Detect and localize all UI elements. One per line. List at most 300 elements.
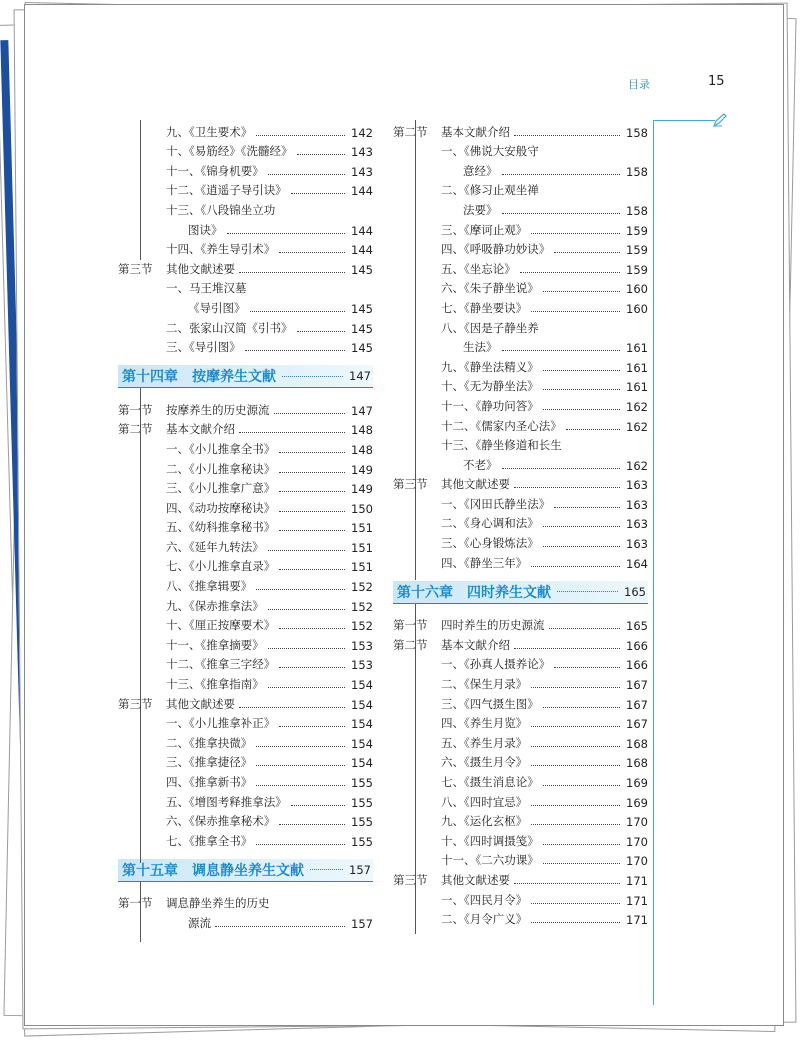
leader-dots bbox=[554, 667, 620, 668]
leader-dots bbox=[279, 530, 345, 531]
toc-entry[interactable] bbox=[118, 594, 373, 614]
toc-entry-title: 十、《无为静坐法》 bbox=[441, 379, 539, 394]
toc-entry[interactable] bbox=[393, 296, 648, 316]
toc-entry-title: 九、《静坐法精义》 bbox=[441, 359, 539, 374]
toc-page-number: 166 bbox=[626, 658, 648, 673]
toc-entry-title: 十、《易筋经》《洗髓经》 bbox=[166, 144, 293, 159]
toc-entry[interactable] bbox=[393, 257, 648, 277]
toc-entry[interactable] bbox=[118, 398, 373, 418]
toc-section-label: 第三节 bbox=[118, 696, 153, 711]
leader-dots bbox=[549, 628, 621, 629]
toc-section-label: 第一节 bbox=[393, 618, 428, 633]
toc-entry-title: 五、《增图考释推拿法》 bbox=[166, 794, 287, 809]
margin-rule-vertical bbox=[653, 120, 654, 1005]
toc-entry-title: 三、《推拿捷径》 bbox=[166, 755, 253, 770]
chapter-number: 第十四章 bbox=[122, 369, 178, 386]
toc-entry-title: 法要》 bbox=[463, 202, 498, 217]
leader-dots bbox=[239, 707, 345, 708]
toc-page-number: 144 bbox=[351, 223, 373, 238]
toc-entry-title: 三、《四气摄生图》 bbox=[441, 696, 539, 711]
toc-entry[interactable] bbox=[393, 531, 648, 551]
toc-page-number: 159 bbox=[626, 262, 648, 277]
chapter-page: 147 bbox=[349, 369, 371, 384]
toc-entry-title: 一、《小儿推拿全书》 bbox=[166, 441, 276, 456]
toc-page-number: 164 bbox=[626, 556, 648, 571]
leader-dots bbox=[268, 609, 345, 610]
leader-dots bbox=[282, 376, 343, 377]
toc-entry[interactable] bbox=[118, 437, 373, 457]
leader-dots bbox=[531, 726, 620, 727]
leader-dots bbox=[543, 370, 620, 371]
leader-dots bbox=[502, 350, 621, 351]
leader-dots bbox=[543, 291, 620, 292]
toc-page-number: 152 bbox=[351, 619, 373, 634]
leader-dots bbox=[279, 491, 345, 492]
toc-entry[interactable] bbox=[393, 198, 648, 218]
toc-group-left-c-wrap bbox=[118, 892, 373, 931]
toc-column-left bbox=[118, 120, 373, 931]
toc-page-number: 145 bbox=[351, 321, 373, 336]
leader-dots bbox=[256, 746, 345, 747]
leader-dots bbox=[543, 707, 620, 708]
leader-dots bbox=[543, 546, 620, 547]
toc-section-label: 第二节 bbox=[118, 422, 153, 437]
toc-page-number: 148 bbox=[351, 442, 373, 457]
toc-entry[interactable] bbox=[393, 633, 648, 653]
leader-dots bbox=[274, 413, 346, 414]
toc-page-number: 163 bbox=[626, 497, 648, 512]
leader-dots bbox=[531, 746, 620, 747]
chapter-title: 调息静坐养生文献 bbox=[192, 862, 304, 879]
toc-entry[interactable] bbox=[393, 159, 648, 179]
toc-group-left-c bbox=[118, 892, 373, 931]
leader-dots bbox=[566, 429, 620, 430]
toc-entry[interactable] bbox=[393, 551, 648, 571]
toc-entry[interactable] bbox=[393, 712, 648, 732]
toc-entry[interactable] bbox=[393, 277, 648, 297]
toc-entry-title: 三、《心身锻炼法》 bbox=[441, 536, 539, 551]
toc-page-number: 151 bbox=[351, 521, 373, 536]
leader-dots bbox=[268, 550, 345, 551]
leader-dots bbox=[543, 863, 620, 864]
chapter-number: 第十六章 bbox=[397, 584, 453, 601]
leader-dots bbox=[279, 628, 345, 629]
toc-entry-title: 六、《朱子静坐说》 bbox=[441, 281, 539, 296]
toc-entry-title: 十三、《推拿指南》 bbox=[166, 677, 264, 692]
toc-entry-title: 二、《身心调和法》 bbox=[441, 516, 539, 531]
leader-dots bbox=[279, 452, 345, 453]
toc-page-number: 161 bbox=[626, 360, 648, 375]
toc-entry[interactable] bbox=[118, 712, 373, 732]
toc-entry-title: 八、《因是子静坐养 bbox=[441, 320, 539, 335]
toc-section-label: 第三节 bbox=[393, 872, 428, 887]
toc-entry[interactable] bbox=[118, 179, 373, 199]
toc-entry-title: 三、《摩诃止观》 bbox=[441, 222, 528, 237]
toc-page-number: 165 bbox=[626, 619, 648, 634]
toc-page-number: 161 bbox=[626, 380, 648, 395]
toc-page-number: 171 bbox=[626, 873, 648, 888]
leader-dots bbox=[543, 409, 620, 410]
toc-entry[interactable] bbox=[393, 218, 648, 238]
toc-page-number: 159 bbox=[626, 243, 648, 258]
toc-entry[interactable] bbox=[118, 731, 373, 751]
toc-page-number: 171 bbox=[626, 913, 648, 928]
toc-entry[interactable] bbox=[393, 653, 648, 673]
toc-entry[interactable] bbox=[118, 911, 373, 931]
toc-entry-title: 四、《呼吸静功妙诀》 bbox=[441, 242, 551, 257]
toc-page-number: 155 bbox=[351, 776, 373, 790]
toc-page-number: 162 bbox=[626, 419, 648, 434]
leader-dots bbox=[239, 272, 345, 273]
toc-entry[interactable] bbox=[393, 614, 648, 634]
toc-entry[interactable] bbox=[393, 394, 648, 414]
leader-dots bbox=[514, 883, 620, 884]
toc-entry[interactable] bbox=[393, 888, 648, 908]
leader-dots bbox=[531, 765, 620, 766]
toc-entry-title: 七、《小儿推拿直录》 bbox=[166, 559, 276, 574]
chapter-heading[interactable] bbox=[118, 859, 373, 882]
toc-entry[interactable] bbox=[393, 120, 648, 140]
toc-entry-title: 三、《小儿推拿广意》 bbox=[166, 481, 276, 496]
leader-dots bbox=[279, 667, 345, 668]
toc-entry[interactable] bbox=[393, 849, 648, 869]
pen-icon bbox=[712, 112, 728, 128]
toc-page-number: 170 bbox=[626, 854, 648, 869]
leader-dots bbox=[268, 687, 345, 688]
toc-entry-title: 五、《养生月录》 bbox=[441, 735, 528, 750]
toc-entry[interactable] bbox=[118, 574, 373, 594]
toc-entry[interactable] bbox=[118, 336, 373, 356]
toc-entry-title: 十三、《静坐修道和长生 bbox=[441, 438, 562, 453]
leader-dots bbox=[256, 785, 345, 786]
leader-dots bbox=[531, 805, 620, 806]
toc-entry[interactable] bbox=[118, 770, 373, 790]
toc-entry-title: 九、《保赤推拿法》 bbox=[166, 598, 264, 613]
toc-entry[interactable] bbox=[393, 492, 648, 512]
toc-entry-title: 生法》 bbox=[463, 340, 498, 355]
toc-group-left-b-wrap bbox=[118, 398, 373, 849]
toc-page-number: 149 bbox=[351, 462, 373, 477]
toc-entry-title: 一、《四民月令》 bbox=[441, 892, 528, 907]
toc-entry[interactable] bbox=[393, 414, 648, 434]
toc-entry[interactable] bbox=[118, 790, 373, 810]
toc-group-left-a bbox=[118, 120, 373, 355]
toc-page-number: 166 bbox=[626, 638, 648, 653]
leader-dots bbox=[531, 824, 620, 825]
toc-section-label: 第三节 bbox=[118, 261, 153, 276]
toc-entry[interactable] bbox=[118, 140, 373, 160]
toc-entry[interactable] bbox=[393, 512, 648, 532]
toc-entry[interactable] bbox=[118, 810, 373, 830]
toc-entry-title: 四时养生的历史源流 bbox=[441, 618, 545, 633]
toc-entry[interactable] bbox=[393, 868, 648, 888]
toc-page-number: 153 bbox=[351, 658, 373, 673]
toc-entry[interactable] bbox=[393, 434, 648, 454]
toc-page-number: 160 bbox=[626, 282, 648, 297]
leader-dots bbox=[554, 507, 620, 508]
leader-dots bbox=[279, 511, 345, 512]
leader-dots bbox=[310, 869, 343, 870]
toc-entry[interactable] bbox=[393, 810, 648, 830]
toc-entry[interactable] bbox=[118, 535, 373, 555]
page-number: 15 bbox=[708, 74, 725, 89]
toc-column-right bbox=[393, 120, 648, 927]
toc-entry-title: 五、《坐忘论》 bbox=[441, 261, 516, 276]
toc-entry[interactable] bbox=[393, 336, 648, 356]
toc-entry-title: 七、《静坐要诀》 bbox=[441, 300, 528, 315]
toc-entry[interactable] bbox=[393, 731, 648, 751]
leader-dots bbox=[514, 135, 620, 136]
toc-entry-title: 六、《延年九转法》 bbox=[166, 539, 264, 554]
running-header-title: 目录 bbox=[628, 78, 650, 91]
toc-page-number: 168 bbox=[626, 736, 648, 751]
toc-page-number: 151 bbox=[351, 560, 373, 575]
toc-entry-title: 六、《保赤推拿秘术》 bbox=[166, 814, 276, 829]
toc-page-number: 154 bbox=[351, 678, 373, 693]
leader-dots bbox=[279, 824, 345, 825]
leader-dots bbox=[268, 174, 345, 175]
toc-entry[interactable] bbox=[118, 120, 373, 140]
toc-entry[interactable] bbox=[118, 477, 373, 497]
chapter-page: 157 bbox=[349, 862, 371, 877]
toc-page-number: 145 bbox=[351, 301, 373, 316]
toc-entry[interactable] bbox=[393, 375, 648, 395]
toc-entry[interactable] bbox=[393, 316, 648, 336]
toc-entry-title: 七、《推拿全书》 bbox=[166, 833, 253, 848]
toc-entry-title: 十二、《推拿三字经》 bbox=[166, 657, 276, 672]
toc-page-number: 161 bbox=[626, 341, 648, 356]
toc-entry-title: 五、《幼科推拿秘书》 bbox=[166, 520, 276, 535]
toc-entry-title: 十二、《儒家内圣心法》 bbox=[441, 418, 562, 433]
toc-entry-title: 二、《小儿推拿秘诀》 bbox=[166, 461, 276, 476]
leader-dots bbox=[543, 526, 620, 527]
toc-entry[interactable] bbox=[393, 751, 648, 771]
toc-page-number: 157 bbox=[351, 916, 373, 931]
toc-page-number: 143 bbox=[351, 145, 373, 160]
toc-entry[interactable] bbox=[393, 355, 648, 375]
toc-entry[interactable] bbox=[118, 555, 373, 575]
toc-entry-title: 一、《小儿推拿补正》 bbox=[166, 716, 276, 731]
toc-page-number: 162 bbox=[626, 458, 648, 473]
leader-dots bbox=[291, 193, 345, 194]
toc-entry-title: 基本文献介绍 bbox=[166, 422, 235, 437]
toc-entry[interactable] bbox=[118, 614, 373, 634]
leader-dots bbox=[531, 566, 620, 567]
toc-entry[interactable] bbox=[393, 473, 648, 493]
chapter-title: 按摩养生文献 bbox=[192, 369, 276, 386]
toc-entry[interactable] bbox=[393, 908, 648, 928]
toc-page-number: 162 bbox=[626, 399, 648, 414]
toc-page-number: 154 bbox=[351, 736, 373, 751]
toc-entry[interactable] bbox=[118, 238, 373, 258]
leader-dots bbox=[256, 844, 345, 845]
leader-dots bbox=[531, 922, 620, 923]
leader-dots bbox=[256, 589, 345, 590]
leader-dots bbox=[543, 785, 620, 786]
toc-entry-title: 八、《四时宜忌》 bbox=[441, 794, 528, 809]
toc-entry-title: 八、《推拿辑要》 bbox=[166, 579, 253, 594]
toc-entry-title: 二、《推拿抉微》 bbox=[166, 735, 253, 750]
toc-entry[interactable] bbox=[393, 829, 648, 849]
toc-group-right-b bbox=[393, 614, 648, 928]
toc-page-number: 145 bbox=[351, 341, 373, 356]
leader-dots bbox=[268, 648, 345, 649]
toc-entry-title: 一、《冈田氏静坐法》 bbox=[441, 496, 551, 511]
toc-entry[interactable] bbox=[393, 672, 648, 692]
leader-dots bbox=[531, 311, 620, 312]
leader-dots bbox=[239, 432, 345, 433]
leader-dots bbox=[554, 252, 620, 253]
toc-entry-title: 基本文献介绍 bbox=[441, 124, 510, 139]
toc-page-number: 149 bbox=[351, 482, 373, 497]
toc-page-number: 152 bbox=[351, 580, 373, 595]
toc-entry-title: 其他文献述要 bbox=[441, 477, 510, 492]
toc-entry-title: 图诀》 bbox=[188, 222, 223, 237]
chapter-heading[interactable] bbox=[118, 365, 373, 388]
toc-group-left-b bbox=[118, 398, 373, 849]
toc-entry[interactable] bbox=[118, 277, 373, 297]
toc-entry[interactable] bbox=[118, 418, 373, 438]
toc-entry-title: 十一、《二六功课》 bbox=[441, 853, 539, 868]
toc-page-number: 159 bbox=[626, 223, 648, 238]
toc-page-number: 167 bbox=[626, 717, 648, 732]
toc-entry[interactable] bbox=[393, 140, 648, 160]
toc-entry[interactable] bbox=[393, 238, 648, 258]
toc-page-number: 145 bbox=[351, 262, 373, 277]
leader-dots bbox=[227, 233, 346, 234]
toc-entry[interactable] bbox=[118, 692, 373, 712]
leader-dots bbox=[531, 687, 620, 688]
toc-entry-title: 四、《推拿新书》 bbox=[166, 775, 253, 789]
toc-entry-title: 十一、《推拿摘要》 bbox=[166, 637, 264, 652]
toc-group-right-b-wrap bbox=[393, 614, 648, 928]
toc-entry[interactable] bbox=[393, 790, 648, 810]
leader-dots bbox=[502, 174, 621, 175]
toc-entry-title: 四、《动功按摩秘诀》 bbox=[166, 500, 276, 515]
toc-entry[interactable] bbox=[393, 770, 648, 790]
leader-dots bbox=[531, 903, 620, 904]
leader-dots bbox=[543, 389, 620, 390]
toc-entry-title: 十一、《静功问答》 bbox=[441, 398, 539, 413]
toc-group-right-a bbox=[393, 120, 648, 571]
toc-entry[interactable] bbox=[393, 179, 648, 199]
toc-page-number: 151 bbox=[351, 540, 373, 555]
leader-dots bbox=[520, 272, 620, 273]
toc-entry-title: 源流 bbox=[188, 915, 211, 930]
toc-entry-title: 四、《养生月览》 bbox=[441, 716, 528, 731]
leader-dots bbox=[250, 311, 346, 312]
toc-page-number: 170 bbox=[626, 834, 648, 849]
toc-page-number: 155 bbox=[351, 815, 373, 830]
leader-dots bbox=[291, 805, 345, 806]
toc-page-number: 167 bbox=[626, 678, 648, 693]
toc-entry-title: 其他文献述要 bbox=[441, 872, 510, 887]
toc-page-number: 152 bbox=[351, 599, 373, 614]
toc-entry[interactable] bbox=[118, 218, 373, 238]
toc-entry-title: 二、《月令广义》 bbox=[441, 912, 528, 927]
toc-page-number: 147 bbox=[351, 403, 373, 418]
toc-entry[interactable] bbox=[118, 892, 373, 912]
toc-page-number: 148 bbox=[351, 423, 373, 438]
leader-dots bbox=[502, 213, 621, 214]
toc-entry-title: 三、《导引图》 bbox=[166, 340, 241, 355]
leader-dots bbox=[279, 252, 345, 253]
toc-entry[interactable] bbox=[118, 751, 373, 771]
toc-entry-title: 一、马王堆汉墓 bbox=[166, 281, 247, 296]
leader-dots bbox=[279, 569, 345, 570]
toc-section-label: 第二节 bbox=[393, 124, 428, 139]
leader-dots bbox=[531, 233, 620, 234]
toc-entry[interactable] bbox=[118, 296, 373, 316]
toc-page-number: 167 bbox=[626, 697, 648, 712]
toc-entry[interactable] bbox=[118, 257, 373, 277]
leader-dots bbox=[256, 135, 345, 136]
chapter-page: 165 bbox=[624, 584, 646, 599]
toc-entry-title: 其他文献述要 bbox=[166, 696, 235, 711]
leader-dots bbox=[297, 154, 346, 155]
toc-entry[interactable] bbox=[118, 159, 373, 179]
toc-entry-title: 基本文献介绍 bbox=[441, 637, 510, 652]
toc-section-label: 第一节 bbox=[118, 896, 153, 911]
toc-entry[interactable] bbox=[118, 633, 373, 653]
toc-entry[interactable] bbox=[118, 516, 373, 536]
toc-entry[interactable] bbox=[118, 672, 373, 692]
toc-entry-title: 其他文献述要 bbox=[166, 261, 235, 276]
toc-entry[interactable] bbox=[118, 198, 373, 218]
toc-page-number: 163 bbox=[626, 537, 648, 552]
toc-entry-title: 十二、《逍遥子导引诀》 bbox=[166, 183, 287, 198]
toc-page-number: 168 bbox=[626, 756, 648, 771]
toc-page-number: 155 bbox=[351, 834, 373, 849]
leader-dots bbox=[543, 844, 620, 845]
margin-rule-horizontal bbox=[653, 120, 715, 121]
toc-page-number: 154 bbox=[351, 717, 373, 732]
leader-dots bbox=[502, 468, 621, 469]
toc-page-number: 142 bbox=[351, 125, 373, 140]
leader-dots bbox=[514, 648, 620, 649]
toc-section-label: 第二节 bbox=[393, 637, 428, 652]
toc-page-number: 144 bbox=[351, 184, 373, 199]
toc-entry-title: 十一、《锦身机要》 bbox=[166, 163, 264, 178]
toc-entry-title: 按摩养生的历史源流 bbox=[166, 402, 270, 417]
toc-entry[interactable] bbox=[393, 453, 648, 473]
toc-page-number: 169 bbox=[626, 776, 648, 790]
toc-entry-title: 七、《摄生消息论》 bbox=[441, 775, 539, 789]
toc-entry-title: 二、张家山汉简《引书》 bbox=[166, 320, 293, 335]
toc-page-number: 169 bbox=[626, 795, 648, 810]
chapter-title: 四时养生文献 bbox=[467, 584, 551, 601]
leader-dots bbox=[514, 487, 620, 488]
chapter-heading[interactable] bbox=[393, 581, 648, 604]
leader-dots bbox=[297, 331, 346, 332]
toc-entry[interactable] bbox=[118, 496, 373, 516]
toc-entry[interactable] bbox=[118, 316, 373, 336]
toc-entry[interactable] bbox=[118, 653, 373, 673]
toc-page-number: 163 bbox=[626, 478, 648, 493]
toc-entry[interactable] bbox=[118, 457, 373, 477]
leader-dots bbox=[215, 926, 345, 927]
toc-page-number: 144 bbox=[351, 243, 373, 258]
leader-dots bbox=[557, 591, 618, 592]
toc-entry-title: 《导引图》 bbox=[188, 300, 246, 315]
toc-entry[interactable] bbox=[393, 692, 648, 712]
toc-page-number: 158 bbox=[626, 203, 648, 218]
leader-dots bbox=[256, 765, 345, 766]
leader-dots bbox=[279, 472, 345, 473]
toc-entry[interactable] bbox=[118, 829, 373, 849]
toc-page-number: 150 bbox=[351, 501, 373, 516]
toc-section-label: 第三节 bbox=[393, 477, 428, 492]
